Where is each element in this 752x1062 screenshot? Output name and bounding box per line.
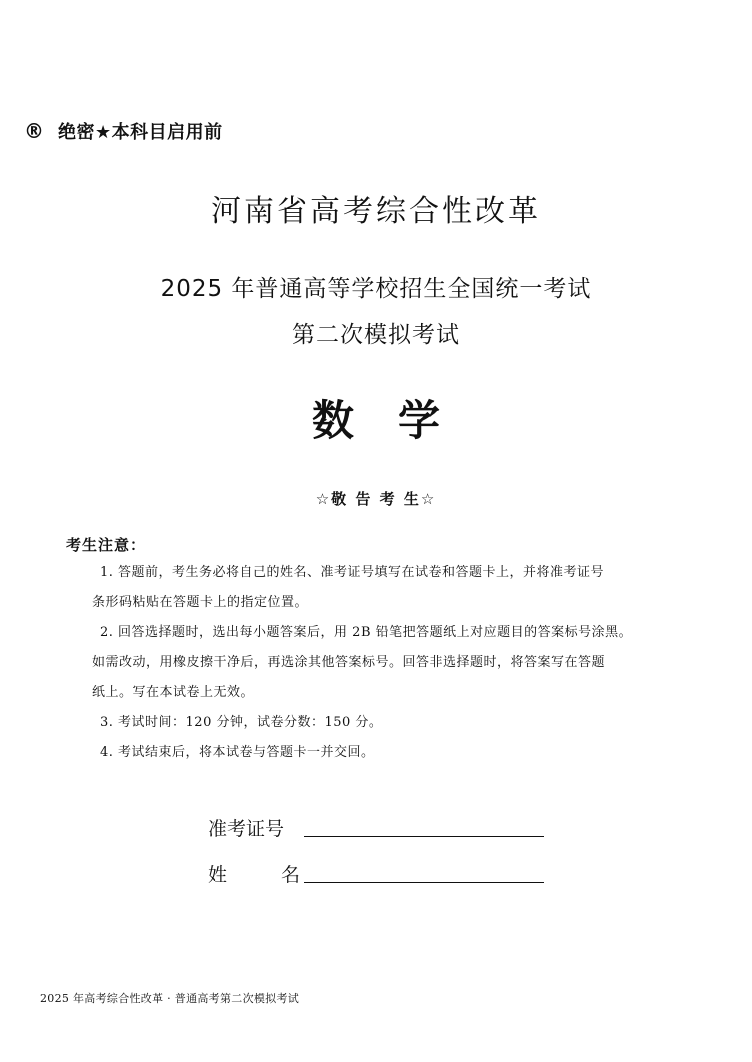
notes-list bbox=[92, 558, 700, 768]
note-line: 4. 考试结束后，将本试卷与答题卡一并交回。 bbox=[100, 745, 375, 760]
secret-label: 绝密★本科目启用前 bbox=[58, 122, 223, 143]
title-round: 第二次模拟考试 bbox=[292, 322, 460, 348]
subject-char-1: 数 bbox=[311, 396, 354, 445]
note-line: 如需改动，用橡皮擦干净后，再选涂其他答案标号。回答非选择题时，将答案写在答题 bbox=[92, 655, 606, 670]
note-line: 1. 答题前，考生务必将自己的姓名、准考证号填写在试卷和答题卡上，并将准考证号 bbox=[100, 565, 605, 580]
page-footer: 2025 年高考综合性改革 · 普通高考第二次模拟考试 bbox=[40, 992, 300, 1005]
note-line: 条形码粘贴在答题卡上的指定位置。 bbox=[92, 595, 309, 610]
warning-heading: ☆敬 告 考 生☆ bbox=[315, 490, 437, 508]
subject-title bbox=[0, 388, 752, 448]
exam-id-blank[interactable] bbox=[304, 835, 544, 837]
title-exam: 2025 年普通高等学校招生全国统一考试 bbox=[160, 276, 592, 302]
name-blank[interactable] bbox=[304, 881, 544, 883]
note-line: 2. 回答选择题时，选出每小题答案后，用 2B 铅笔把答题纸上对应题目的答案标号涂黑。 bbox=[100, 625, 633, 640]
name-label-char-2: 名 bbox=[281, 864, 301, 886]
exam-id-field bbox=[208, 814, 544, 841]
exam-id-label: 准考证号 bbox=[208, 818, 285, 840]
note-line: 纸上。写在本试卷上无效。 bbox=[92, 685, 255, 700]
title-main: 河南省高考综合性改革 bbox=[211, 194, 541, 229]
name-field bbox=[208, 860, 544, 887]
subject-char-2: 学 bbox=[398, 396, 441, 445]
name-label bbox=[208, 860, 304, 887]
notes-title: 考生注意： bbox=[66, 536, 147, 554]
note-line: 3. 考试时间：120 分钟，试卷分数：150 分。 bbox=[100, 715, 383, 730]
registered-mark-icon: ® bbox=[24, 119, 44, 143]
header-row bbox=[24, 118, 223, 144]
name-label-char-1: 姓 bbox=[208, 864, 228, 886]
